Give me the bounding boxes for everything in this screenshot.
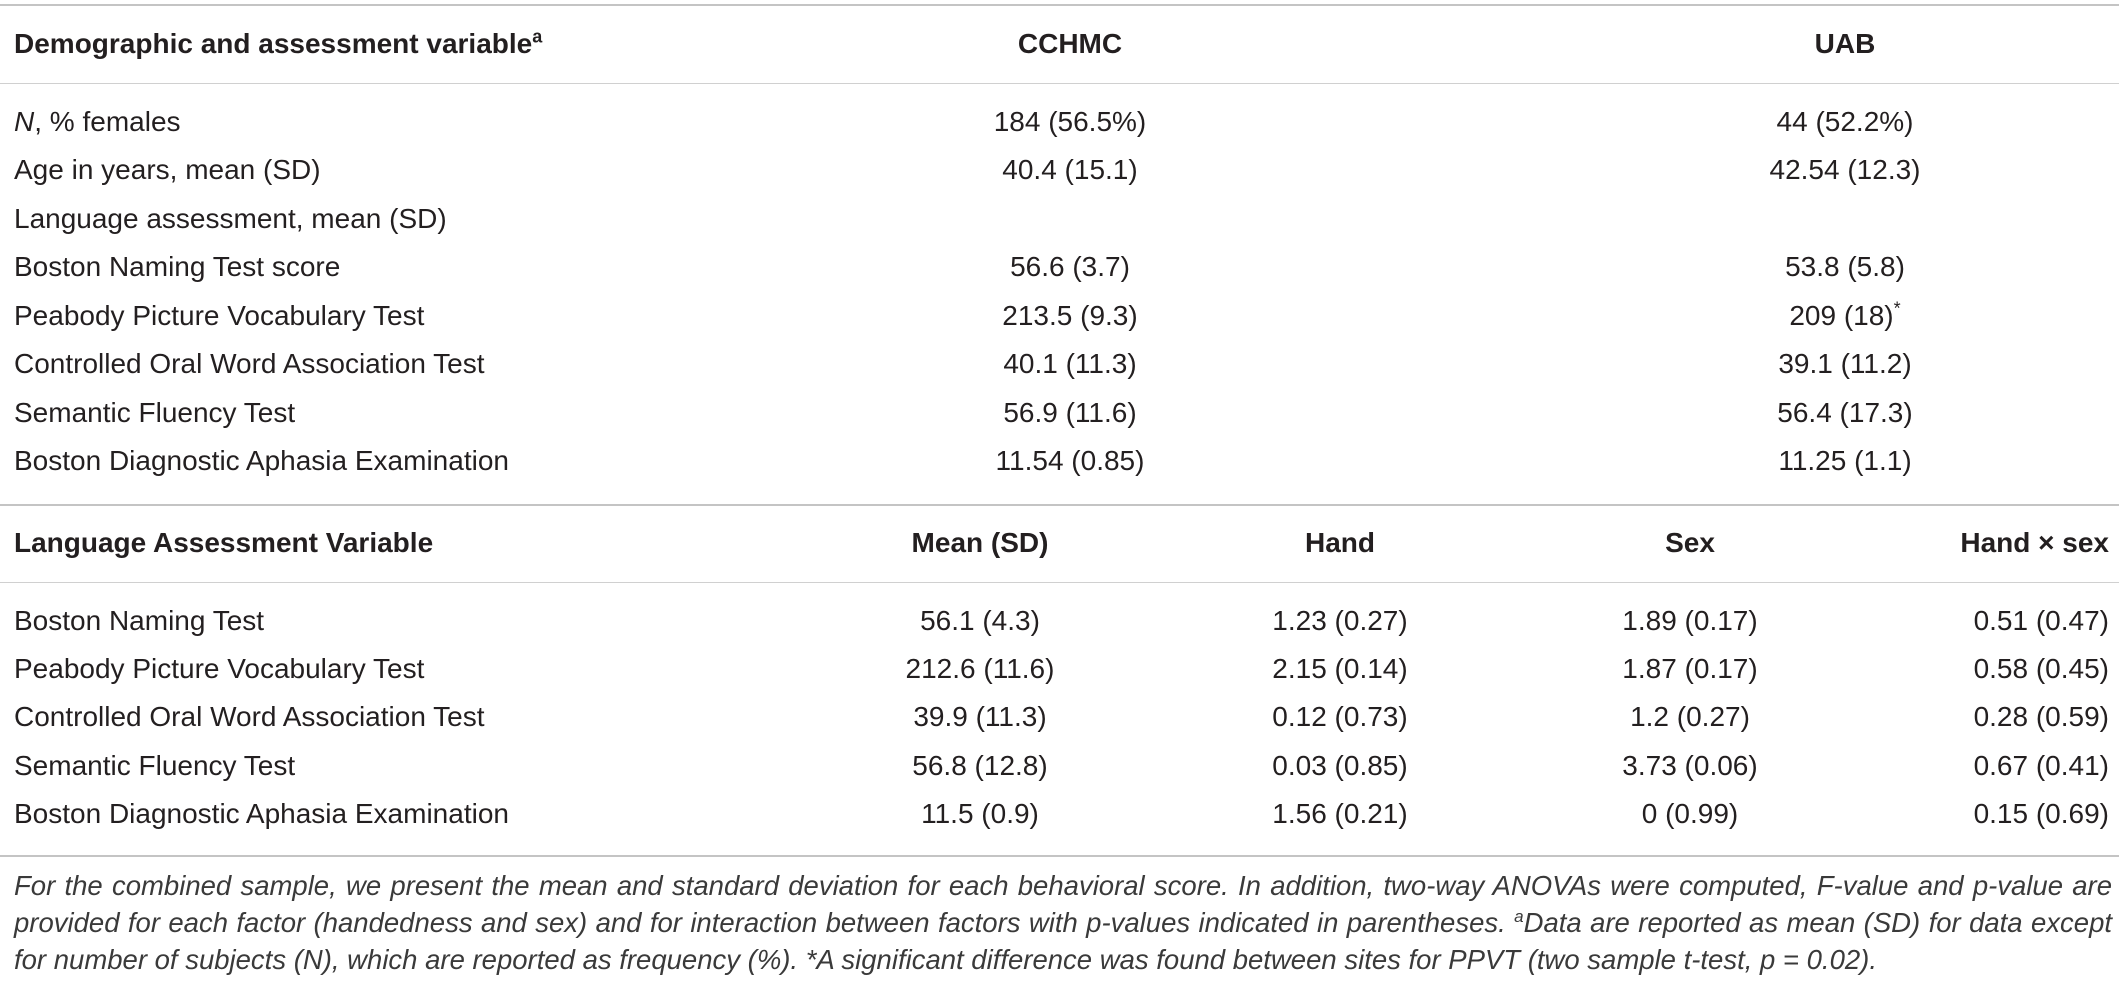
table2-hand-value: 0.12 (0.73) xyxy=(1272,701,1408,732)
table2-hand-value: 1.56 (0.21) xyxy=(1272,798,1408,829)
table1-site1-value: 56.6 (3.7) xyxy=(1010,251,1130,282)
table2-header-row xyxy=(0,519,2119,567)
footnote-marker: a xyxy=(1514,906,1524,926)
table2-row xyxy=(0,790,2119,838)
table1-row xyxy=(0,340,2119,388)
table2-row-label: Peabody Picture Vocabulary Test xyxy=(14,653,425,684)
table2-mean-value: 11.5 (0.9) xyxy=(921,798,1039,829)
table2-sex-value: 1.89 (0.17) xyxy=(1622,605,1758,636)
table2-mean-value: 56.1 (4.3) xyxy=(920,605,1040,636)
table2-row-label: Boston Diagnostic Aphasia Examination xyxy=(14,798,509,829)
table2-sex-value: 1.87 (0.17) xyxy=(1622,653,1758,684)
table2-hand-value: 0.03 (0.85) xyxy=(1272,750,1408,781)
table1-header-variable: Demographic and assessment variable$^a$ xyxy=(14,26,543,59)
table1-site2-value: 39.1 (11.2) xyxy=(1778,348,1912,379)
table-divider-rule xyxy=(0,504,2119,506)
table1-site2-value xyxy=(1545,195,2119,243)
table2-mean-value: 56.8 (12.8) xyxy=(912,750,1048,781)
table1-site2-value: 11.25 (1.1) xyxy=(1778,445,1912,476)
table2-row-label: Boston Naming Test xyxy=(14,605,265,636)
significance-marker: * xyxy=(1893,298,1901,319)
table2-header-sex: Sex xyxy=(1665,527,1715,558)
table1-site1-value: 213.5 (9.3) xyxy=(1002,300,1138,331)
table1-site1-value: 184 (56.5%) xyxy=(993,106,1147,137)
table2-interaction-value: 0.15 (0.69) xyxy=(1973,798,2109,829)
table1-row-label: Peabody Picture Vocabulary Test xyxy=(14,300,425,331)
table2-header-mean: Mean (SD) xyxy=(911,527,1049,558)
table1-header-site1: CCHMC xyxy=(1017,28,1123,59)
table1-row xyxy=(0,292,2119,340)
footnote-text: *A significant difference was found between sites for PPVT (two sample t-test, p = 0.02). xyxy=(805,944,1877,975)
table2-header-hand: Hand xyxy=(1305,527,1375,558)
bottom-rule xyxy=(0,855,2119,857)
table2-sex-value: 1.2 (0.27) xyxy=(1630,701,1750,732)
table2-mean-value: 39.9 (11.3) xyxy=(913,701,1047,732)
table1-row xyxy=(0,243,2119,291)
table2-header-interaction: Hand × sex xyxy=(1960,527,2109,558)
table1-row-label: N, % females xyxy=(14,106,181,137)
footnote-text: For the combined sample, we present the mean and standard deviation for each behavioral score. In addition, two-way ANOVAs were computed, F-value and p-value are provided for each factor (handedness and sex) and for interaction between factors with p-values indicated in parentheses. xyxy=(14,870,2112,938)
table1-section-label: Language assessment, mean (SD) xyxy=(14,203,447,234)
table1-site1-value: 56.9 (11.6) xyxy=(1003,397,1137,428)
table2-sex-value: 3.73 (0.06) xyxy=(1622,750,1758,781)
table1-site2-value: 44 (52.2%) xyxy=(1776,106,1914,137)
table1-site1-value: 11.54 (0.85) xyxy=(995,445,1145,476)
table1-site1-value: 40.4 (15.1) xyxy=(1002,154,1138,185)
table2-row-label: Controlled Oral Word Association Test xyxy=(14,701,485,732)
table1-site2-value: 209 (18)* xyxy=(1789,298,1901,331)
table1-site2-value: 42.54 (12.3) xyxy=(1769,154,1921,185)
table1-site2-value: 56.4 (17.3) xyxy=(1777,397,1913,428)
table1-header-rule xyxy=(0,83,2119,84)
table2-interaction-value: 0.58 (0.45) xyxy=(1973,653,2109,684)
table1-header-site2: UAB xyxy=(1814,28,1876,59)
table1-row xyxy=(0,195,2119,243)
table1-row-label: Semantic Fluency Test xyxy=(14,397,296,428)
table2-mean-value: 212.6 (11.6) xyxy=(905,653,1055,684)
table2-row xyxy=(0,742,2119,790)
table-footnote xyxy=(14,867,2112,978)
table2-interaction-value: 0.67 (0.41) xyxy=(1973,750,2109,781)
table1-site2-value: 53.8 (5.8) xyxy=(1785,251,1905,282)
table1-header-row xyxy=(0,20,2119,68)
footnote-text: Data are reported as mean (SD) for data except for number of subjects (N), which are reported as frequency (%). xyxy=(14,907,2112,975)
table1-row-label: Boston Naming Test score xyxy=(14,251,341,282)
table2-interaction-value: 0.28 (0.59) xyxy=(1973,701,2109,732)
table1-row xyxy=(0,98,2119,146)
table1-row xyxy=(0,146,2119,194)
table2-hand-value: 2.15 (0.14) xyxy=(1272,653,1408,684)
table2-header-rule xyxy=(0,582,2119,583)
table2-row-label: Semantic Fluency Test xyxy=(14,750,296,781)
table1-site1-value xyxy=(770,195,1370,243)
table1-site1-value: 40.1 (11.3) xyxy=(1003,348,1137,379)
table2-row xyxy=(0,693,2119,741)
table2-row xyxy=(0,645,2119,693)
top-rule xyxy=(0,4,2119,6)
table2-hand-value: 1.23 (0.27) xyxy=(1272,605,1408,636)
table1-row-label: Boston Diagnostic Aphasia Examination xyxy=(14,445,509,476)
table2-sex-value: 0 (0.99) xyxy=(1641,798,1739,829)
table1-row xyxy=(0,437,2119,485)
table2-row xyxy=(0,597,2119,645)
table2-interaction-value: 0.51 (0.47) xyxy=(1973,605,2109,636)
table2-header-variable: Language Assessment Variable xyxy=(14,527,434,558)
table1-row-label: Age in years, mean (SD) xyxy=(14,154,321,185)
table1-row xyxy=(0,389,2119,437)
table1-row-label: Controlled Oral Word Association Test xyxy=(14,348,485,379)
